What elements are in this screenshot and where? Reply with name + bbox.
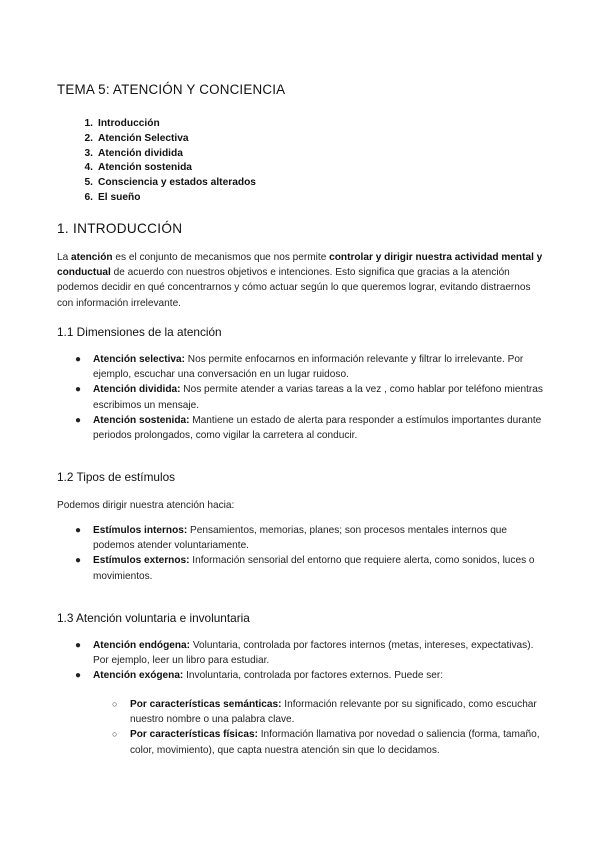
- list-item: [75, 638, 545, 668]
- list-term: Por características físicas:: [130, 729, 258, 741]
- toc-item: [77, 147, 256, 162]
- circle-bullet-icon: ○: [112, 729, 118, 740]
- toc-number: 3.: [84, 147, 93, 159]
- list-term: Por características semánticas:: [130, 699, 282, 710]
- toc-number: 6.: [84, 191, 93, 203]
- list-text: Pensamientos, memorias, planes; son procesos mentales internos que podemos atender voluntariamente.: [93, 525, 508, 552]
- list-text: Nos permite enfocarnos en información relevante y filtrar lo irrelevante. Por ejemplo, escuchar una conversación en un lugar ruidoso.: [93, 354, 524, 381]
- list-item: [75, 668, 545, 683]
- list-text: Involuntaria, controlada por factores externos. Puede ser:: [183, 670, 444, 682]
- table-of-contents: [77, 117, 256, 206]
- list-text: Mantiene un estado de alerta para responder a estímulos importantes durante periodos prolongados, como vigilar la carretera al conducir.: [93, 414, 542, 442]
- toc-number: 2.: [84, 132, 93, 144]
- toc-label: Atención Selectiva: [98, 132, 189, 144]
- dimensions-list: [75, 352, 545, 443]
- toc-item: [77, 161, 256, 176]
- list-item: [75, 352, 545, 382]
- list-term: Estímulos externos:: [93, 555, 190, 567]
- exogenous-sublist: [112, 697, 552, 758]
- toc-item: [77, 132, 256, 147]
- circle-bullet-icon: ○: [112, 699, 118, 709]
- document-title: TEMA 5: ATENCIÓN Y CONCIENCIA: [57, 82, 286, 97]
- list-term: Estímulos internos:: [93, 525, 188, 536]
- list-text: Voluntaria, controlada por factores internos (metas, intereses, expectativas). Por ejemplo, leer un libro para estudiar.: [93, 640, 534, 667]
- bullet-icon: ●: [75, 414, 82, 426]
- stimuli-list: [75, 523, 545, 584]
- list-text: Información relevante por su significado, como escuchar nuestro nombre o una palabra clave.: [130, 699, 537, 726]
- toc-label: Atención dividida: [98, 147, 183, 159]
- bullet-icon: ●: [75, 555, 82, 567]
- list-item: [75, 553, 545, 583]
- intro-bold: atención: [71, 252, 113, 263]
- toc-item: [77, 117, 256, 132]
- list-item: [75, 413, 545, 443]
- intro-bold: controlar y dirigir nuestra actividad mental y conductual: [57, 252, 543, 279]
- toc-label: Introducción: [98, 118, 160, 129]
- toc-item: [77, 191, 256, 206]
- attention-types-list: [75, 638, 545, 684]
- subsection-heading-tipos: 1.2 Tipos de estímulos: [57, 470, 176, 484]
- subsection-heading-voluntaria: 1.3 Atención voluntaria e involuntaria: [57, 611, 250, 625]
- list-text: Información llamativa por novedad o saliencia (forma, tamaño, color, movimiento), que capta nuestra atención sin que lo decidamos.: [130, 729, 540, 756]
- list-term: Atención selectiva:: [93, 354, 185, 365]
- toc-label: El sueño: [98, 191, 141, 203]
- list-item: [75, 523, 545, 553]
- intro-text: de acuerdo con nuestros objetivos e intenciones. Esto significa que gracias a la atención podemos decidir en qué concentrarnos y cómo actuar según lo que queremos lograr, evitando distraernos con información irrelevante.: [57, 267, 531, 309]
- sublist-item: [112, 697, 552, 727]
- list-term: Atención exógena:: [93, 670, 184, 682]
- list-term: Atención sostenida:: [93, 414, 190, 426]
- toc-number: 1.: [84, 118, 93, 129]
- subsection-heading-dimensiones: 1.1 Dimensiones de la atención: [57, 325, 222, 339]
- stimuli-lead: Podemos dirigir nuestra atención hacia:: [57, 500, 235, 511]
- bullet-icon: ●: [75, 354, 82, 365]
- intro-text: La: [57, 252, 72, 263]
- list-text: Nos permite atender a varias tareas a la vez , como hablar por teléfono mientras escribimos un mensaje.: [93, 384, 543, 411]
- section-heading-introduccion: 1. INTRODUCCIÓN: [57, 221, 183, 236]
- intro-paragraph: [57, 250, 547, 311]
- toc-item: [77, 176, 256, 191]
- intro-text: es el conjunto de mecanismos que nos permite: [112, 252, 330, 263]
- bullet-icon: ●: [75, 670, 82, 682]
- toc-label: Atención sostenida: [98, 162, 192, 174]
- list-term: Atención endógena:: [93, 640, 191, 651]
- list-item: [75, 382, 545, 412]
- bullet-icon: ●: [75, 525, 82, 536]
- toc-label: Consciencia y estados alterados: [98, 177, 256, 189]
- bullet-icon: ●: [75, 384, 82, 396]
- toc-number: 4.: [84, 162, 93, 174]
- list-text: Información sensorial del entorno que requiere alerta, como sonidos, luces o movimientos.: [93, 555, 535, 582]
- bullet-icon: ●: [75, 640, 82, 651]
- list-term: Atención dividida:: [93, 384, 181, 396]
- toc-number: 5.: [84, 177, 93, 189]
- sublist-item: [112, 727, 552, 757]
